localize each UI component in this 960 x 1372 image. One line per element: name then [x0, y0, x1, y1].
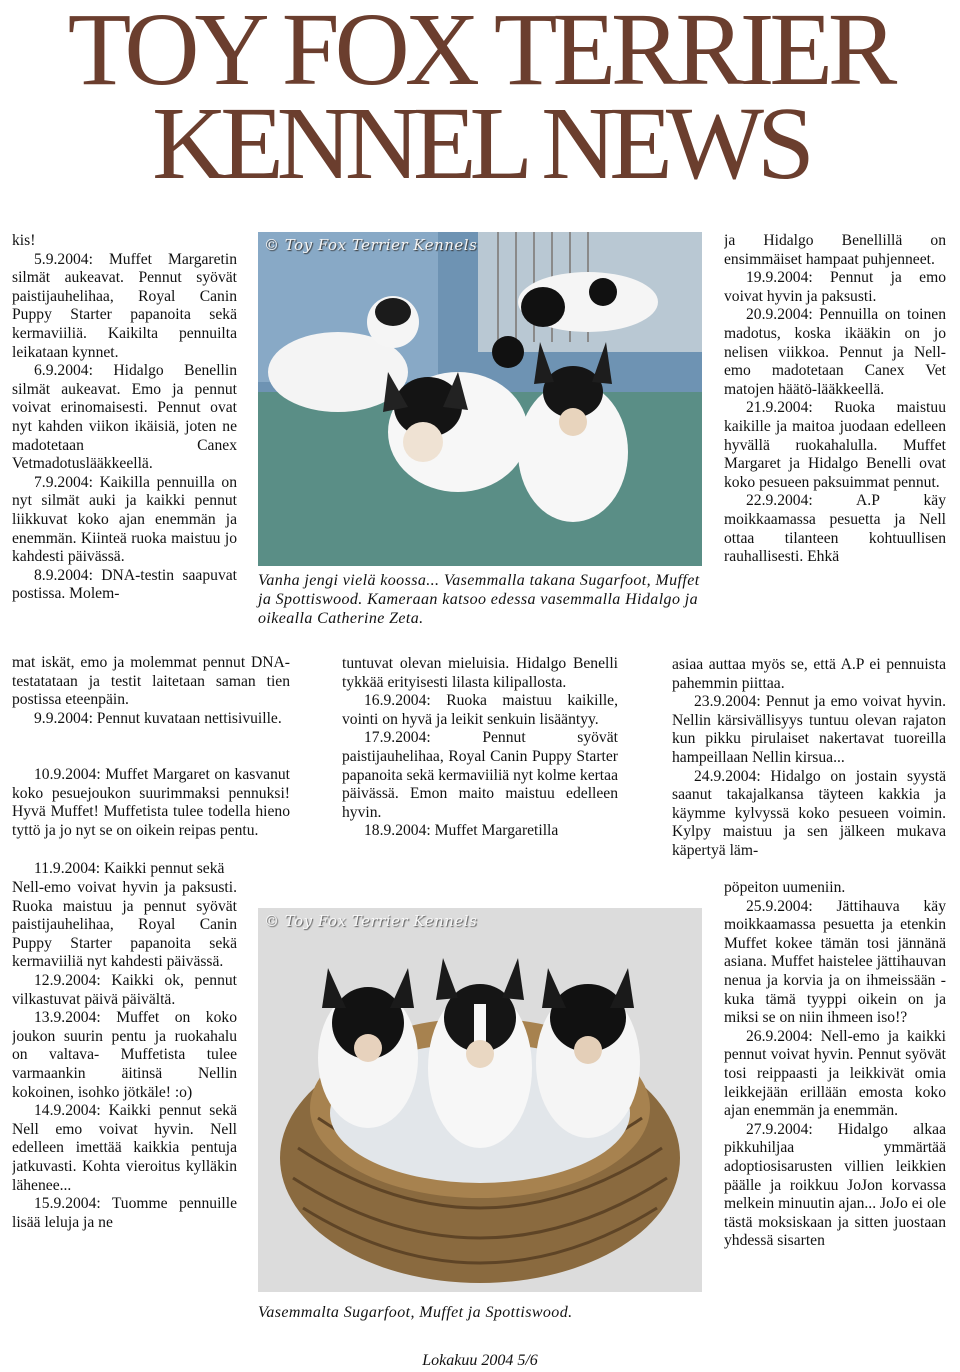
article-paragraph: kis!: [12, 232, 36, 249]
puppies-photo-top-illustration: [258, 232, 702, 566]
puppies-basket-photo-illustration: [258, 908, 702, 1292]
article-paragraph: 24.9.2004: Hidalgo on jostain syystä saanut takajalkansa täyteen kakkia ja käymme kylvyssä koko pesueen voimin. Kylpy maistuu ja sen jälkeen mukava käpertyä läm-: [672, 767, 946, 859]
article-paragraph: 11.9.2004: Kaikki pennut sekä: [34, 860, 225, 877]
article-paragraph: 9.9.2004: Pennut kuvataan nettisivuille.: [34, 709, 282, 727]
article-paragraph: pöpeiton uumeniin.: [724, 879, 846, 896]
left-column-wide-3: [12, 860, 290, 880]
article-paragraph: 25.9.2004: Jättihauva käy moikkaamassa pesuetta ja etenkin Muffet kokee tämän tosi jännänä asiana. Muffet haistelee jättihauvan nenua ja korvia ja on ihmeissään - kuka tämä tyyppi oikein on ja miksi se on niin ihmeen iso!?: [724, 897, 946, 1027]
photo-caption-top: Vanha jengi vielä koossa... Vasemmalla takana Sugarfoot, Muffet ja Spottiswood. Kameraan katsoo edessa vasemmalla Hidalgo ja oikealla Catherine Zeta.: [258, 572, 700, 627]
article-paragraph: 12.9.2004: Kaikki ok, pennut vilkastuvat päivä päivältä.: [12, 971, 237, 1008]
page-footer: Lokakuu 2004 5/6: [422, 1352, 538, 1369]
left-column-top: [12, 232, 237, 652]
left-column-wide: [12, 654, 290, 756]
article-paragraph: 14.9.2004: Kaikki pennut sekä Nell emo voivat hyvin. Nell edelleen imettää kaikkia pentuja jatkuvasti. Kohta vieroitus kylläkin lähenee...: [12, 1102, 237, 1194]
right-column-top: [724, 232, 946, 652]
masthead: [0, 0, 960, 210]
article-paragraph: 7.9.2004: Kaikilla pennuilla on nyt silmät auki ja kaikki pennut liikkuvat koko ajan enemmän ja enemmän. Kiinteä ruoka maistuu jo kahdesti päivässä.: [12, 473, 237, 566]
article-paragraph: 17.9.2004: Pennut syövät paistijauhelihaa, Royal Canin Puppy Starter papanoita sekä kermaviiliä nyt kolme kertaa päivässä. Emon maito maistuu edelleen hyvin.: [342, 729, 618, 821]
right-column-wide: [672, 656, 946, 902]
masthead-title-line-2: KENNEL NEWS: [152, 86, 808, 201]
puppies-photo-top: [258, 232, 702, 566]
photo-watermark: © Toy Fox Terrier Kennels: [264, 236, 478, 254]
article-paragraph: Nell-emo voivat hyvin ja paksusti. Ruoka maistuu ja pennut syövät paistijauhelihaa, Royal Canin Puppy Starter papanoita sekä kermaviiliä nyt kahdesti päivässä.: [12, 879, 237, 971]
article-paragraph: 5.9.2004: Muffet Margaretin silmät aukeavat. Pennut syövät paistijauhelihaa, Royal Canin Puppy Starter papanoita sekä kermaviiliä. Kaikilta pennuilta leikataan kynnet.: [12, 250, 237, 361]
photo-watermark: © Toy Fox Terrier Kennels: [264, 912, 478, 930]
article-paragraph: 22.9.2004: A.P käy moikkaamassa pesuetta ja Nell ottaa tilanteen kohtuullisen rauhallisesti. Ehkä: [724, 492, 946, 566]
article-paragraph: asiaa auttaa myös se, että A.P ei pennuista pahemmin piittaa.: [672, 656, 946, 692]
puppies-basket-photo: [258, 908, 702, 1292]
article-paragraph: 6.9.2004: Hidalgo Benellin silmät aukeavat. Emo ja pennut voivat erinomaisesti. Pennut ovat nyt kahden viikon ikäisiä, joten ne madotetaan Canex Vetmadotuslääkkeellä.: [12, 362, 237, 473]
article-paragraph: 27.9.2004: Hidalgo alkaa pikkuhiljaa ymmärtää adoptiosisarusten villien leikkien päälle ja roikkuu JoJon korvassa melkein minuutin ajan... JoJo ei ole tästä moksiskaan ja sitten juostaan yhdessä sisarten: [724, 1120, 946, 1250]
article-paragraph: 19.9.2004: Pennut ja emo voivat hyvin ja paksusti.: [724, 269, 946, 305]
left-column-bottom: [12, 879, 237, 1329]
article-paragraph: 16.9.2004: Ruoka maistuu kaikille, vointi on hyvä ja leikit senkuin lisääntyy.: [342, 692, 618, 728]
middle-column: [342, 655, 618, 885]
left-column-wide-2: [12, 766, 290, 862]
article-paragraph: ja Hidalgo Benellillä on ensimmäiset hampaat puhjenneet.: [724, 232, 946, 268]
article-paragraph: 8.9.2004: DNA-testin saapuvat postissa. Molem-: [12, 566, 237, 603]
article-paragraph: 21.9.2004: Ruoka maistuu kaikille ja maitoa juodaan edelleen hyvällä ruokahalulla. Muffet Margaret ja Hidalgo Benelli ovat koko pesueen paksuimmat pennut.: [724, 399, 946, 491]
article-paragraph: 23.9.2004: Pennut ja emo voivat hyvin. Nellin kärsivällisyys tuntuu olevan rajaton kun pikku pirulaiset nakertavat tuoreilla hampeillaan Nellin kirsua...: [672, 693, 946, 766]
article-paragraph: 20.9.2004: Pennuilla on toinen madotus, koska ikääkin on jo nelisen viikkoa. Pennut ja Nell-emo madotetaan Canex Vet matojen häätö-lääkkeellä.: [724, 306, 946, 398]
article-paragraph: 15.9.2004: Tuomme pennuille lisää leluja ja ne: [12, 1195, 237, 1231]
article-paragraph: tuntuvat olevan mieluisia. Hidalgo Benelli tykkää erityisesti lilasta kilipallosta.: [342, 655, 618, 691]
article-paragraph: mat iskät, emo ja molemmat pennut DNA-testatataan ja testit laitetaan saman tien postissa eteenpäin.: [12, 654, 290, 709]
article-paragraph: 10.9.2004: Muffet Margaret on kasvanut koko pesuejoukon suurimmaksi pennuksi! Hyvä Muffet! Muffetista tulee todella hieno tyttö ja jo nyt se on oikein reipas pentu.: [12, 766, 290, 839]
article-paragraph: 18.9.2004: Muffet Margaretilla: [364, 822, 559, 840]
photo-caption-bottom: Vasemmalta Sugarfoot, Muffet ja Spottiswood.: [258, 1304, 573, 1321]
article-paragraph: 26.9.2004: Nell-emo ja kaikki pennut voivat hyvin. Pennut syövät tosi reippaasti ja leikkivät omia leikkejään erillään emosta koko ajan enemmän ja enemmän.: [724, 1027, 946, 1120]
right-column-bottom: [724, 879, 946, 1331]
masthead-title-line-1: TOY FOX TERRIER: [67, 0, 893, 107]
article-paragraph: 13.9.2004: Muffet on koko joukon suurin pentu ja ruokahalu on valtava- Muffetista tulee varmaankin äitinsä Nellin kokoinen, isohko jötkäle! :o): [12, 1009, 237, 1101]
